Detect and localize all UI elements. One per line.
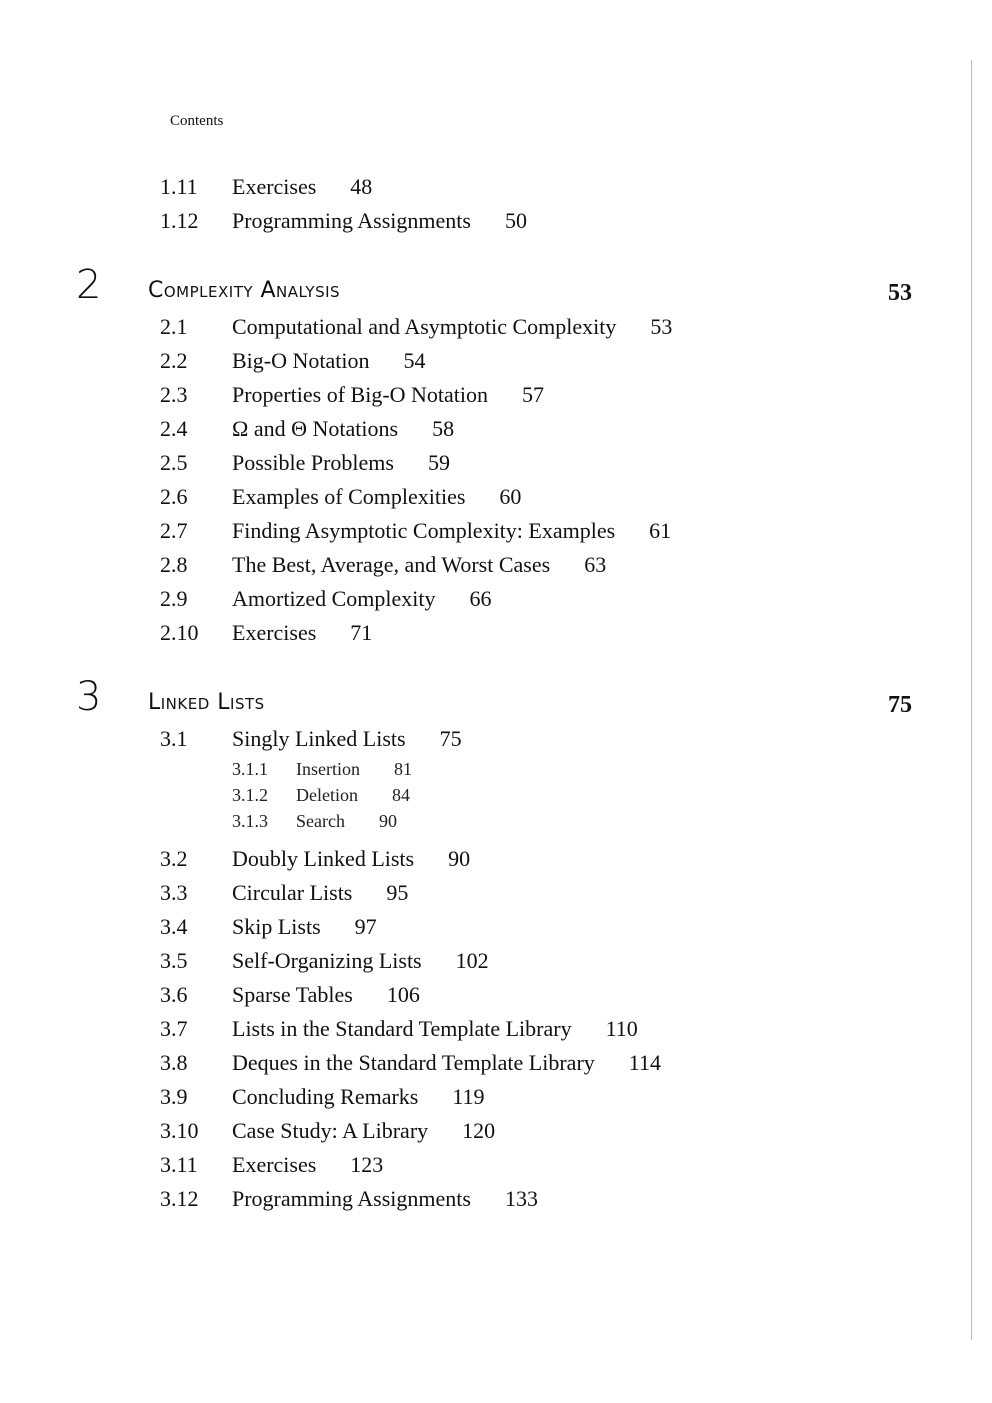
section-title: Deletion xyxy=(296,785,358,805)
page-number: 84 xyxy=(391,785,410,805)
section-number: 3.2 xyxy=(160,846,188,871)
page-number: 61 xyxy=(649,518,672,543)
section-title: Exercises xyxy=(232,174,317,199)
toc-entry xyxy=(0,1182,992,1216)
section-title-wrap xyxy=(232,1148,383,1182)
toc-entry xyxy=(0,978,992,1012)
chapter-number: 2 xyxy=(76,262,102,308)
section-title: Concluding Remarks xyxy=(232,1084,419,1109)
section-title-wrap xyxy=(232,412,454,446)
section-number: 2.2 xyxy=(160,348,188,373)
section-number: 1.11 xyxy=(160,174,198,199)
toc-entry xyxy=(0,842,992,876)
section-title-wrap xyxy=(296,782,410,808)
table-of-contents xyxy=(0,170,992,1216)
page-number: 71 xyxy=(350,620,373,645)
section-number: 3.10 xyxy=(160,1118,199,1143)
chapter-title: Linked Lists xyxy=(148,690,265,715)
toc-entry xyxy=(0,480,992,514)
section-title-wrap xyxy=(232,944,489,978)
section-title-wrap xyxy=(296,808,397,834)
section-title: Exercises xyxy=(232,1152,317,1177)
toc-entry xyxy=(0,910,992,944)
chapter-page-number: 53 xyxy=(888,280,912,306)
section-title: Lists in the Standard Template Library xyxy=(232,1016,572,1041)
section-title-wrap xyxy=(232,722,462,756)
section-title: Programming Assignments xyxy=(232,1186,471,1211)
section-title: Case Study: A Library xyxy=(232,1118,429,1143)
chapter-title: Complexity Analysis xyxy=(148,278,341,303)
toc-entry xyxy=(0,1080,992,1114)
section-number: 3.5 xyxy=(160,948,188,973)
toc-entry xyxy=(0,722,992,756)
section-title-wrap xyxy=(232,842,470,876)
section-number: 2.5 xyxy=(160,450,188,475)
toc-entry xyxy=(0,876,992,910)
section-title: Ω and Θ Notations xyxy=(232,416,399,441)
section-title: Singly Linked Lists xyxy=(232,726,406,751)
chapter-heading xyxy=(0,262,992,310)
section-title-wrap xyxy=(232,344,426,378)
section-title: Skip Lists xyxy=(232,914,321,939)
page-number: 58 xyxy=(432,416,455,441)
toc-subentry xyxy=(0,782,992,808)
section-title-wrap xyxy=(232,310,672,344)
toc-entry xyxy=(0,1046,992,1080)
toc-entry xyxy=(0,412,992,446)
section-title: Sparse Tables xyxy=(232,982,353,1007)
section-title: Properties of Big-O Notation xyxy=(232,382,489,407)
section-title-wrap xyxy=(232,1012,638,1046)
section-number: 3.12 xyxy=(160,1186,199,1211)
section-number: 3.1.1 xyxy=(232,759,268,779)
page-number: 48 xyxy=(350,174,373,199)
section-title-wrap xyxy=(232,548,606,582)
section-number: 3.11 xyxy=(160,1152,198,1177)
section-number: 3.4 xyxy=(160,914,188,939)
section-title-wrap xyxy=(232,1080,485,1114)
toc-entry xyxy=(0,616,992,650)
section-title: Insertion xyxy=(296,759,360,779)
section-title-wrap xyxy=(232,204,527,238)
section-title: Search xyxy=(296,811,345,831)
section-number: 2.1 xyxy=(160,314,188,339)
page-number: 102 xyxy=(455,948,489,973)
toc-entry xyxy=(0,548,992,582)
toc-entry xyxy=(0,1114,992,1148)
section-number: 3.8 xyxy=(160,1050,188,1075)
section-number: 3.9 xyxy=(160,1084,188,1109)
section-title-wrap xyxy=(232,1114,495,1148)
chapter-heading xyxy=(0,674,992,722)
section-title: Possible Problems xyxy=(232,450,394,475)
toc-entry xyxy=(0,378,992,412)
page-number: 120 xyxy=(462,1118,496,1143)
page-number: 119 xyxy=(452,1084,485,1109)
section-number: 2.4 xyxy=(160,416,188,441)
chapter-number: 3 xyxy=(76,674,102,720)
section-title-wrap xyxy=(232,582,491,616)
toc-subentry xyxy=(0,756,992,782)
page-number: 95 xyxy=(386,880,409,905)
section-number: 2.7 xyxy=(160,518,188,543)
toc-entry xyxy=(0,204,992,238)
page-number: 59 xyxy=(427,450,450,475)
section-title-wrap xyxy=(232,1182,538,1216)
running-head: Contents xyxy=(170,113,224,129)
toc-entry xyxy=(0,944,992,978)
section-number: 2.8 xyxy=(160,552,188,577)
section-title: Finding Asymptotic Complexity: Examples xyxy=(232,518,616,543)
section-title: Exercises xyxy=(232,620,317,645)
section-title-wrap xyxy=(232,1046,661,1080)
section-number: 2.9 xyxy=(160,586,188,611)
section-number: 3.1.2 xyxy=(232,785,268,805)
page-number: 114 xyxy=(628,1050,661,1075)
section-number: 2.10 xyxy=(160,620,199,645)
page-number: 90 xyxy=(448,846,471,871)
section-number: 2.3 xyxy=(160,382,188,407)
section-title: Examples of Complexities xyxy=(232,484,466,509)
section-title: Circular Lists xyxy=(232,880,353,905)
page-number: 110 xyxy=(605,1016,638,1041)
section-title-wrap xyxy=(232,978,420,1012)
toc-subentry xyxy=(0,808,992,834)
toc-entry xyxy=(0,1012,992,1046)
toc-entry xyxy=(0,344,992,378)
toc-entry xyxy=(0,310,992,344)
section-title: Computational and Asymptotic Complexity xyxy=(232,314,617,339)
section-number: 2.6 xyxy=(160,484,188,509)
toc-entry xyxy=(0,170,992,204)
section-title-wrap xyxy=(232,480,521,514)
page-number: 106 xyxy=(386,982,420,1007)
section-title: Self-Organizing Lists xyxy=(232,948,422,973)
page-number: 63 xyxy=(584,552,607,577)
section-title-wrap xyxy=(232,514,671,548)
page-number: 57 xyxy=(522,382,545,407)
section-title: Programming Assignments xyxy=(232,208,471,233)
page-number: 60 xyxy=(499,484,522,509)
section-title: The Best, Average, and Worst Cases xyxy=(232,552,551,577)
section-number: 3.1 xyxy=(160,726,188,751)
section-title-wrap xyxy=(232,378,544,412)
section-title-wrap xyxy=(232,616,372,650)
page-number: 54 xyxy=(403,348,426,373)
page-number: 97 xyxy=(354,914,377,939)
page-number: 66 xyxy=(469,586,492,611)
section-number: 3.6 xyxy=(160,982,188,1007)
section-title-wrap xyxy=(232,876,408,910)
chapter-page-number: 75 xyxy=(888,692,912,718)
section-title: Deques in the Standard Template Library xyxy=(232,1050,595,1075)
page-number: 81 xyxy=(393,759,412,779)
page-number: 53 xyxy=(650,314,673,339)
page-number: 75 xyxy=(439,726,462,751)
section-number: 3.7 xyxy=(160,1016,188,1041)
section-title: Amortized Complexity xyxy=(232,586,436,611)
page-number: 50 xyxy=(504,208,527,233)
page-number: 133 xyxy=(504,1186,538,1211)
section-title-wrap xyxy=(232,910,377,944)
section-title: Big-O Notation xyxy=(232,348,370,373)
section-title-wrap xyxy=(232,170,372,204)
toc-entry xyxy=(0,1148,992,1182)
section-title: Doubly Linked Lists xyxy=(232,846,415,871)
page-number: 123 xyxy=(350,1152,384,1177)
section-title-wrap xyxy=(232,446,450,480)
page-number: 90 xyxy=(378,811,397,831)
section-number: 3.1.3 xyxy=(232,811,268,831)
section-title-wrap xyxy=(296,756,412,782)
toc-entry xyxy=(0,446,992,480)
section-number: 1.12 xyxy=(160,208,199,233)
toc-entry xyxy=(0,514,992,548)
toc-entry xyxy=(0,582,992,616)
section-number: 3.3 xyxy=(160,880,188,905)
